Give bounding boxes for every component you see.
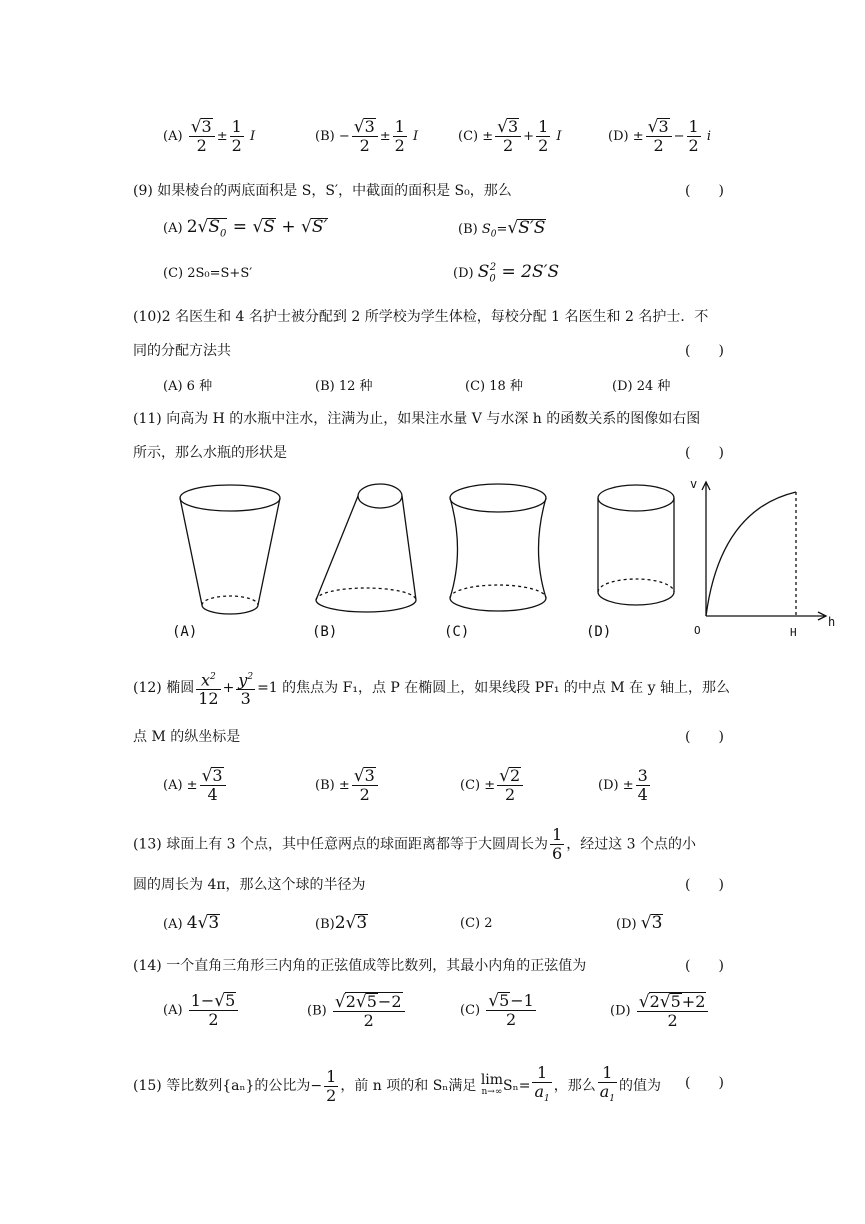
q9-option-b: (B) $S_0=√S'S$ (458, 218, 546, 240)
q13-line2: 圆的周长为 4π，那么这个球的半径为 (133, 877, 366, 893)
q9-option-a: (A) $2√S_0 = √S + √S'$ (163, 217, 328, 242)
q11-line1: (11) 向高为 H 的水瓶中注水，注满为止，如果注水量 V 与水深 h 的函数关系的图像如右图 (133, 411, 701, 427)
q13-option-b: (B)2√3 (315, 913, 368, 933)
v-h-graph (702, 482, 826, 620)
q14-option-d: (D) $\frac{√2√5+2}{2}$ (610, 992, 710, 1030)
q12-option-a: (A) ± $\frac{√3}{4}$ (163, 767, 228, 804)
q9-option-d: (D) $S_0^2 = 2S'S$ (453, 262, 560, 285)
q12-option-d: (D) ± $\frac{3}{4}$ (598, 766, 648, 804)
q12-option-b: (B) ± $\frac{√3}{2}$ (315, 767, 380, 804)
graph-v-label: v (690, 477, 698, 491)
q13-answer-paren: ( ) (685, 877, 724, 893)
q10-option-b: (B) 12 种 (315, 379, 373, 394)
q13-option-d: (D) √3 (616, 913, 663, 933)
graph-h-label: h (828, 615, 836, 629)
q14-option-c: (C) $\frac{√5-1}{2}$ (460, 991, 534, 1029)
q15-stem: (15) 等比数列{aₙ}的公比为− $\frac{1}{2}$ ，前 n 项的和 Sₙ满足 lim n→∞ Sₙ= $\frac{1}{a_1}$ ，那么 $\frac{1}{a_1}$ 的值为 (133, 1063, 661, 1105)
q11-answer-paren: ( ) (685, 445, 724, 461)
q14-option-a: (A) $\frac{1-√5}{2}$ (163, 992, 240, 1029)
q12-line2: 点 M 的纵坐标是 (133, 729, 241, 745)
q9-answer-paren: ( ) (685, 183, 724, 199)
q10-option-c: (C) 18 种 (465, 379, 523, 394)
q12-line1: (12) 椭圆 $\frac{x^2}{12}$ + $\frac{y^2}{3}$ =1 的焦点为 F₁，点 P 在椭圆上，如果线段 PF₁ 的中点 M 在 y 轴上，那么 (133, 668, 730, 708)
q11-line2: 所示，那么水瓶的形状是 (133, 445, 287, 461)
q13-option-a: (A) 4√3 (163, 913, 220, 933)
figure-label-d: (D) (586, 624, 612, 640)
bottle-b-icon (316, 484, 416, 612)
q13-line1: (13) 球面上有 3 个点，其中任意两点的球面距离都等于大圆周长为 $\frac{1}{6}$ ，经过这 3 个点的小 (133, 825, 697, 863)
bottle-a-icon (180, 485, 280, 614)
q10-option-d: (D) 24 种 (612, 379, 671, 394)
q8-option-b: (B) − $\frac{√3}{2}$ ± $\frac{1}{2}$ I (315, 117, 419, 155)
q14-option-b: (B) $\frac{√2√5-2}{2}$ (307, 992, 407, 1030)
q12-answer-paren: ( ) (685, 729, 724, 745)
q8-option-c: (C) ± $\frac{√3}{2}$ + $\frac{1}{2}$ I (458, 117, 562, 155)
q9-option-c: (C) 2S₀=S+S′ (163, 266, 253, 281)
q10-option-a: (A) 6 种 (163, 379, 213, 394)
q10-line1: (10)2 名医生和 4 名护士被分配到 2 所学校为学生体检，每校分配 1 名医生和 2 名护士．不 (133, 309, 709, 325)
q10-line2: 同的分配方法共 (133, 343, 231, 359)
bottle-c-icon (450, 484, 546, 611)
figure-label-a: (A) (172, 624, 198, 640)
q15-answer-paren: ( ) (685, 1075, 724, 1091)
q14-answer-paren: ( ) (685, 958, 724, 974)
q8-option-a: (A) $\frac{√3}{2}$ ± $\frac{1}{2}$ I (163, 117, 256, 155)
q13-option-c: (C) 2 (460, 916, 493, 931)
q14-stem: (14) 一个直角三角形三内角的正弦值成等比数列，其最小内角的正弦值为 (133, 958, 587, 974)
graph-origin-label: O (694, 624, 701, 637)
q9-stem: (9) 如果棱台的两底面积是 S，S′，中截面的面积是 S₀，那么 (133, 183, 512, 199)
figure-label-b: (B) (312, 624, 338, 640)
graph-H-label: H (790, 626, 797, 639)
bottle-d-icon (598, 485, 674, 605)
q12-option-c: (C) ± $\frac{√2}{2}$ (460, 767, 525, 804)
q10-answer-paren: ( ) (685, 343, 724, 359)
q8-option-d: (D) ± $\frac{√3}{2}$ − $\frac{1}{2}$ i (608, 117, 712, 155)
q11-figure (160, 470, 850, 650)
figure-label-c: (C) (444, 624, 470, 640)
